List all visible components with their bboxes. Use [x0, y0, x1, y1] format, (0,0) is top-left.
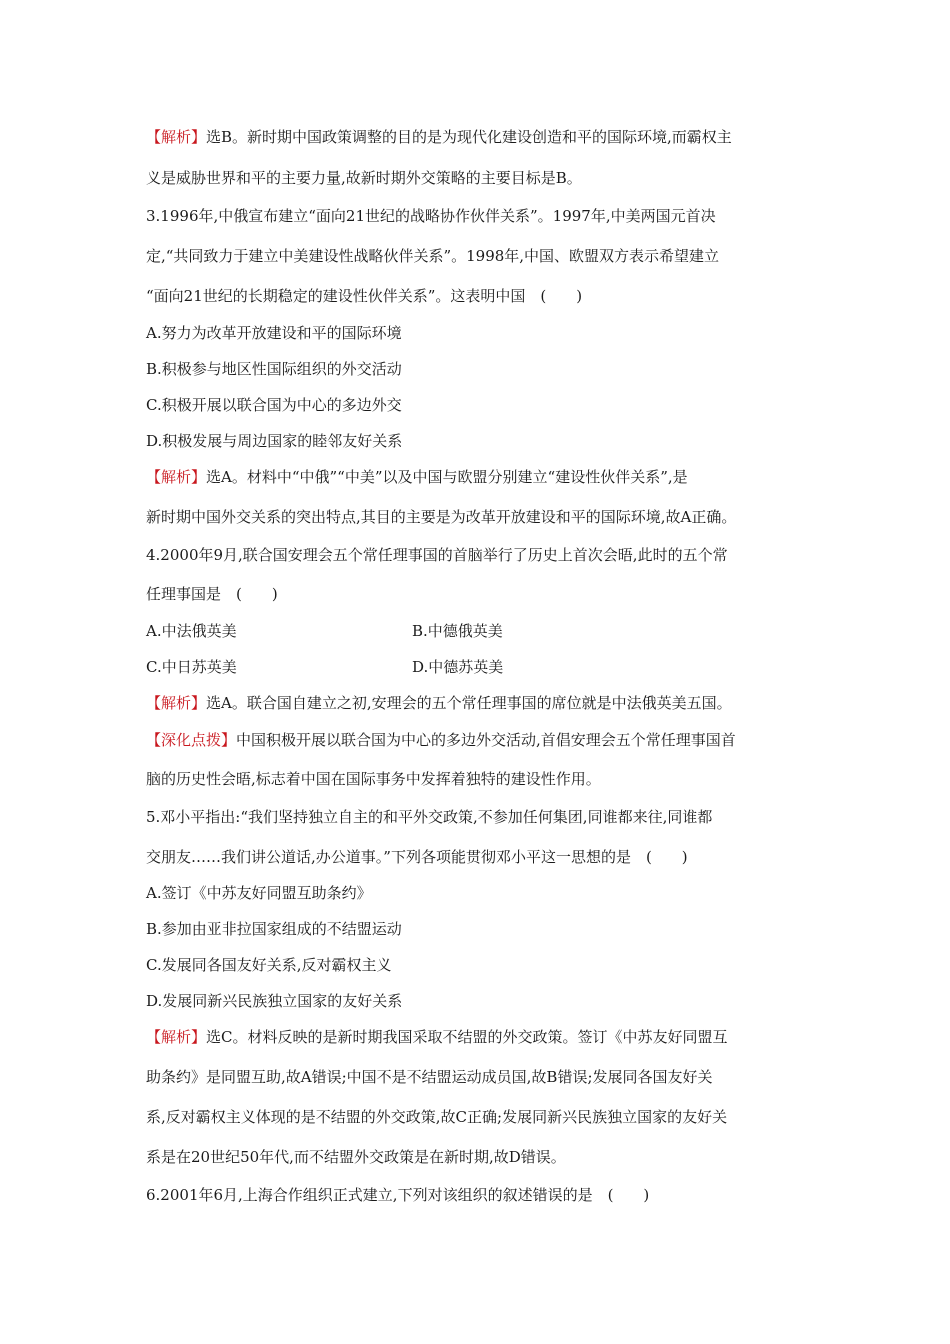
q5-option-b: B.参加由亚非拉国家组成的不结盟运动 [146, 920, 402, 938]
q3-analysis-line-1: 【解析】选A。材料中“中俄”“中美”以及中国与欧盟分别建立“建设性伙伴关系”,是 [146, 468, 688, 486]
q5-stem-line-1: 5.邓小平指出:“我们坚持独立自主的和平外交政策,不参加任何集团,同谁都来往,同谁都 [146, 808, 713, 826]
q5-stem-line-2: 交朋友……我们讲公道话,办公道事。”下列各项能贯彻邓小平这一思想的是 ( ) [146, 848, 688, 866]
analysis-tag: 【解析】 [146, 128, 207, 146]
q3-stem-line-1: 3.1996年,中俄宣布建立“面向21世纪的战略协作伙伴关系”。1997年,中美两国元首决 [146, 207, 716, 225]
q4-option-a: A.中法俄英美 [146, 622, 237, 640]
q5-analysis-line-3: 系,反对霸权主义体现的是不结盟的外交政策,故C正确;发展同新兴民族独立国家的友好关 [146, 1108, 728, 1126]
q5-analysis-line-4: 系是在20世纪50年代,而不结盟外交政策是在新时期,故D错误。 [146, 1148, 566, 1166]
analysis-tag: 【解析】 [146, 468, 207, 486]
analysis-tag: 【解析】 [146, 1028, 207, 1046]
q3-analysis-line-2: 新时期中国外交关系的突出特点,其目的主要是为改革开放建设和平的国际环境,故A正确。 [146, 508, 737, 526]
q5-analysis-line-2: 助条约》是同盟互助,故A错误;中国不是不结盟运动成员国,故B错误;发展同各国友好关 [146, 1068, 713, 1086]
q4-option-c: C.中日苏英美 [146, 658, 237, 676]
deepen-tag: 【深化点拨】 [146, 731, 237, 749]
q2-analysis-line-2: 义是威胁世界和平的主要力量,故新时期外交策略的主要目标是B。 [146, 169, 582, 187]
q4-stem-line-2: 任理事国是 ( ) [146, 585, 278, 603]
q5-option-a: A.签订《中苏友好同盟互助条约》 [146, 884, 372, 902]
q5-analysis-line-1: 【解析】选C。材料反映的是新时期我国采取不结盟的外交政策。签订《中苏友好同盟互 [146, 1028, 728, 1046]
q4-deepen-line-1: 【深化点拨】中国积极开展以联合国为中心的多边外交活动,首倡安理会五个常任理事国首 [146, 731, 736, 749]
q3-option-a: A.努力为改革开放建设和平的国际环境 [146, 324, 402, 342]
q4-option-b: B.中德俄英美 [412, 622, 503, 640]
q5-option-d: D.发展同新兴民族独立国家的友好关系 [146, 992, 403, 1010]
q3-stem-line-2: 定,“共同致力于建立中美建设性战略伙伴关系”。1998年,中国、欧盟双方表示希望建立 [146, 247, 720, 265]
analysis-tag: 【解析】 [146, 694, 207, 712]
q5-option-c: C.发展同各国友好关系,反对霸权主义 [146, 956, 392, 974]
q4-deepen-line-2: 脑的历史性会晤,标志着中国在国际事务中发挥着独特的建设性作用。 [146, 770, 601, 788]
q3-option-b: B.积极参与地区性国际组织的外交活动 [146, 360, 402, 378]
q3-option-d: D.积极发展与周边国家的睦邻友好关系 [146, 432, 403, 450]
q6-stem-line-1: 6.2001年6月,上海合作组织正式建立,下列对该组织的叙述错误的是 ( ) [146, 1186, 650, 1204]
q2-analysis-line-1: 【解析】选B。新时期中国政策调整的目的是为现代化建设创造和平的国际环境,而霸权主 [146, 128, 732, 146]
q4-stem-line-1: 4.2000年9月,联合国安理会五个常任理事国的首脑举行了历史上首次会晤,此时的五个常 [146, 546, 728, 564]
q4-analysis: 【解析】选A。联合国自建立之初,安理会的五个常任理事国的席位就是中法俄英美五国。 [146, 694, 732, 712]
q4-option-d: D.中德苏英美 [412, 658, 504, 676]
q3-option-c: C.积极开展以联合国为中心的多边外交 [146, 396, 402, 414]
q3-stem-line-3: “面向21世纪的长期稳定的建设性伙伴关系”。这表明中国 ( ) [146, 287, 583, 305]
